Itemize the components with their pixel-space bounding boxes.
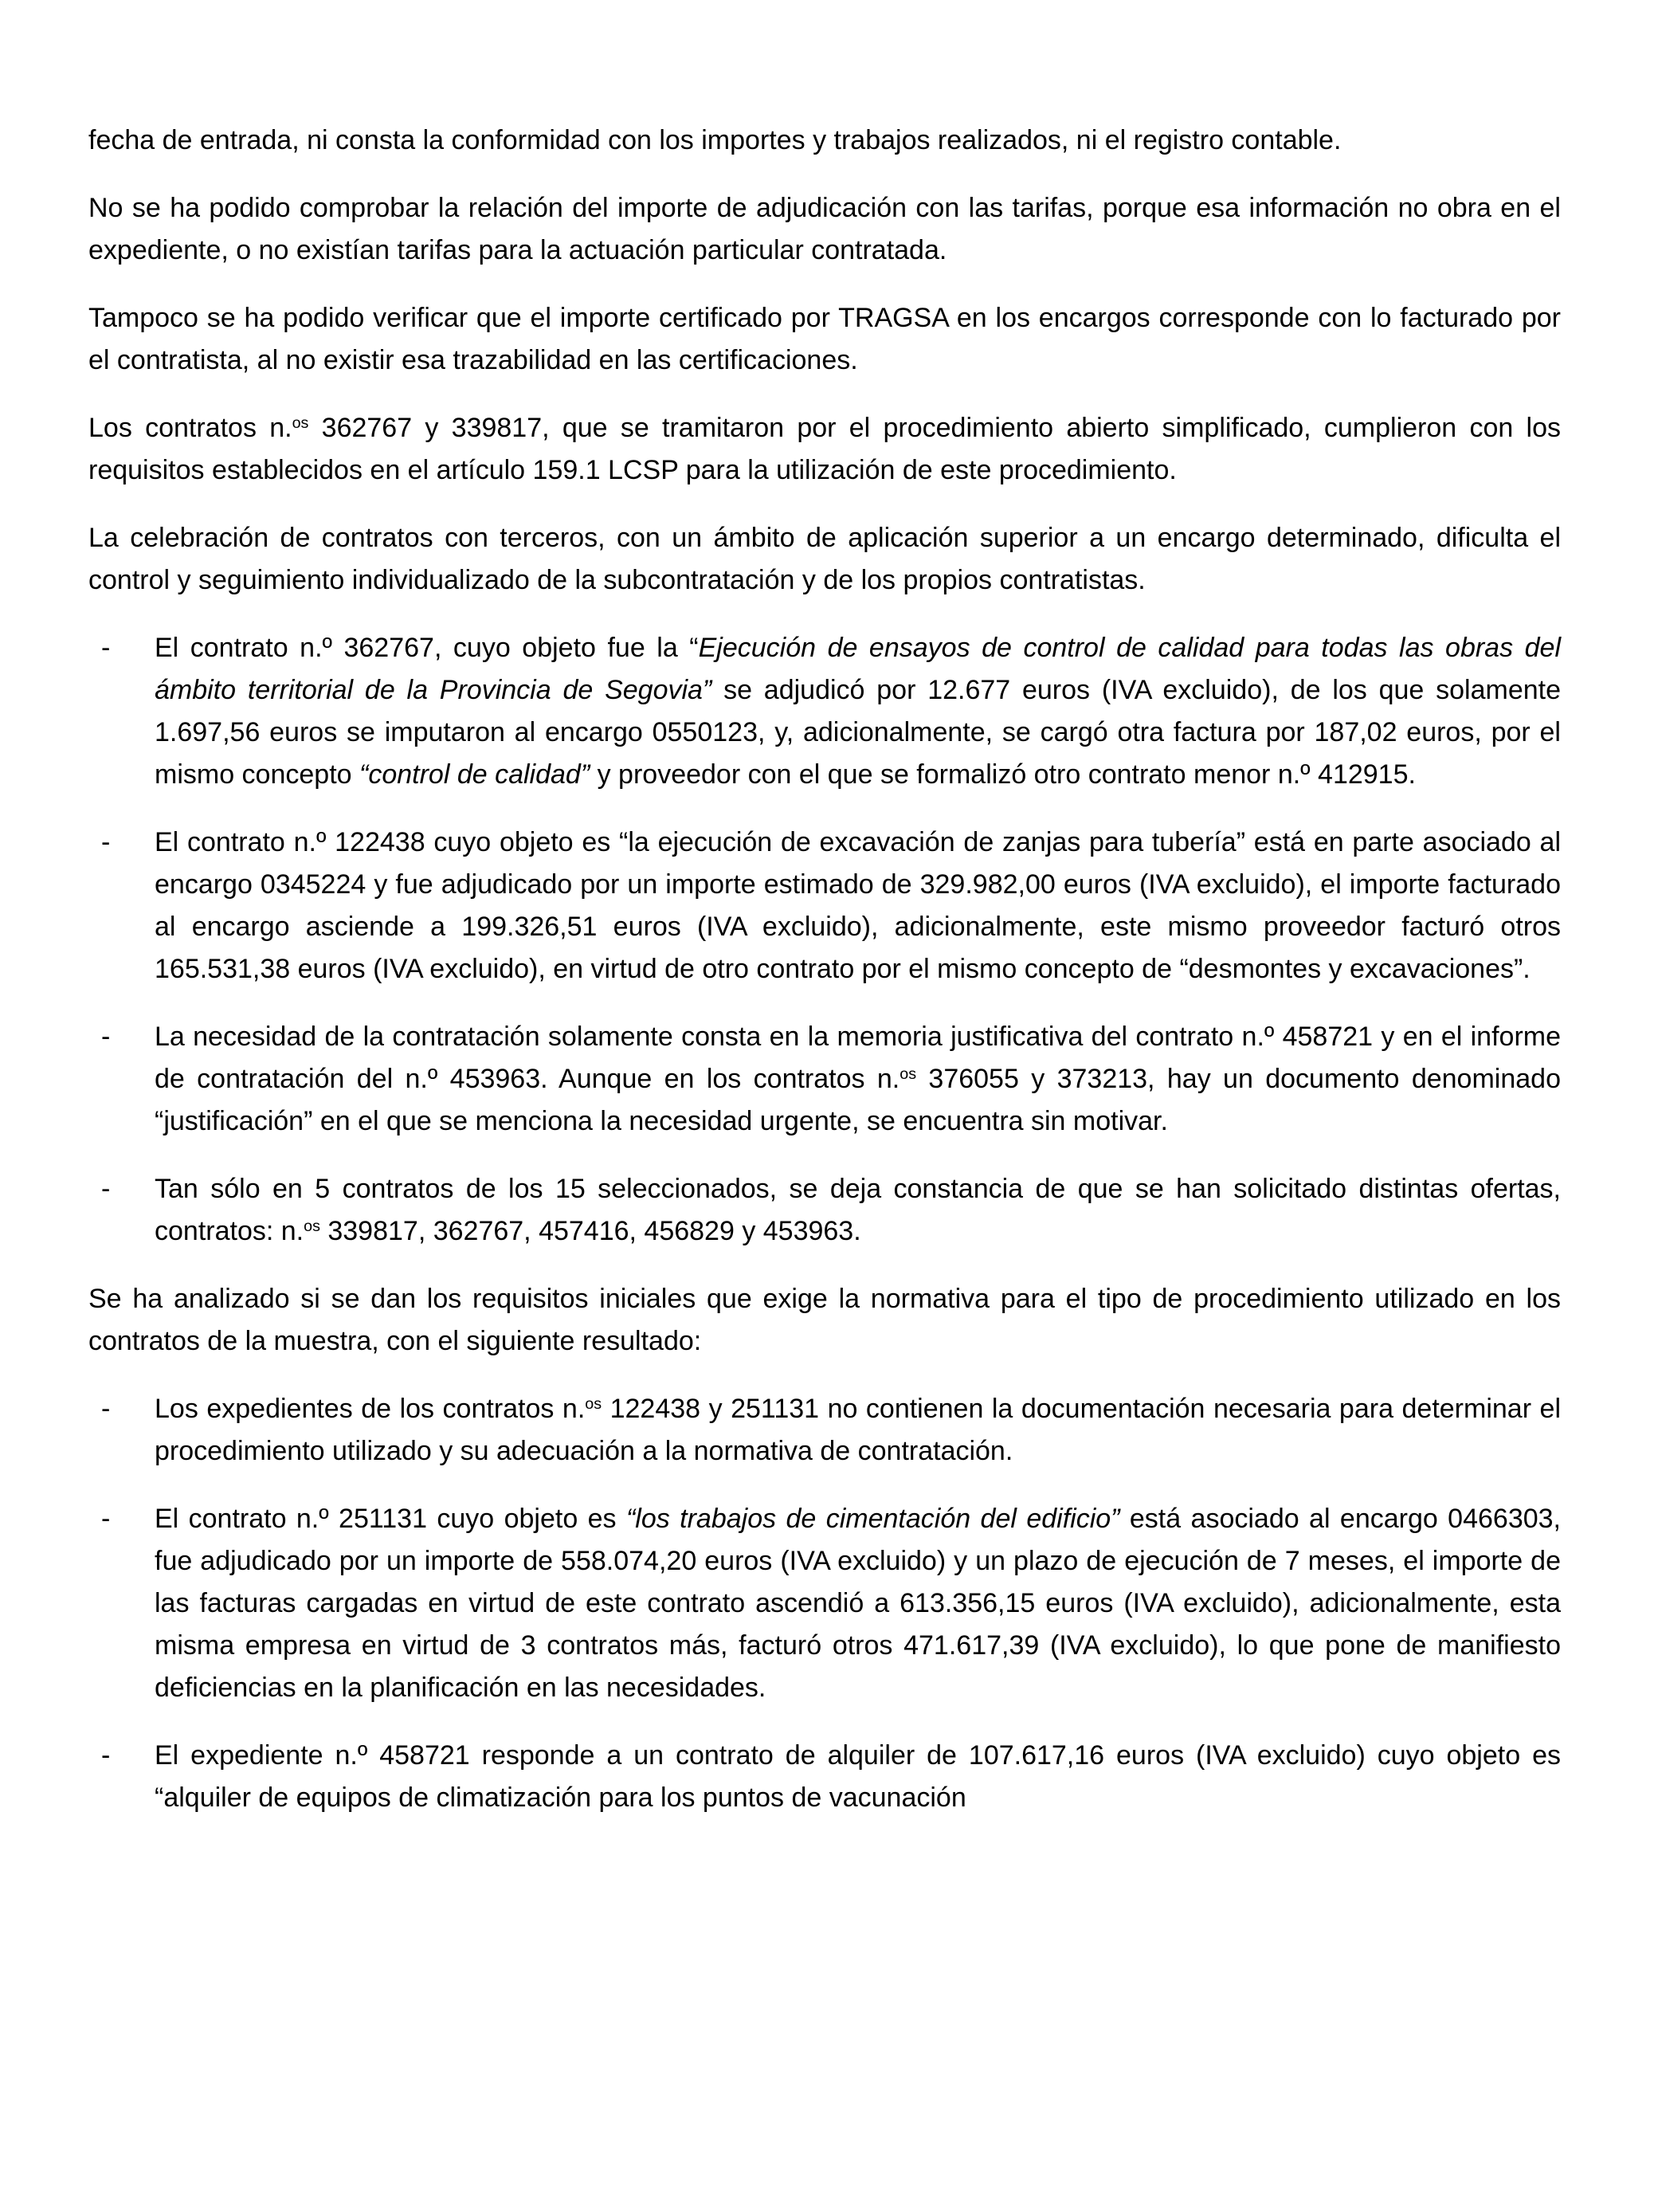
italic-run: Ejecución de ensayos de control de calidad para todas las obras del ámbito territorial de la Provincia de Segovia” [155, 633, 1561, 705]
bullet-item [88, 1735, 1561, 1819]
text-run: El contrato n.º 362767, cuyo objeto fue la “ [155, 633, 699, 663]
superscript-run: os [585, 1395, 602, 1414]
text-run: No se ha podido comprobar la relación del importe de adjudicación con las tarifas, porque esa información no obra en el expediente, o no existían tarifas para la actuación particular contratada. [88, 193, 1561, 265]
bullet-item [88, 822, 1561, 990]
text-run: fecha de entrada, ni consta la conformidad con los importes y trabajos realizados, ni el registro contable. [88, 125, 1342, 155]
bullet-item [88, 627, 1561, 796]
superscript-run: os [900, 1065, 917, 1084]
paragraph [88, 120, 1561, 162]
superscript-run: os [304, 1218, 320, 1236]
text-run: El expediente n.º 458721 responde a un contrato de alquiler de 107.617,16 euros (IVA excluido) cuyo objeto es “alquiler de equipos de climatización para los puntos de vacunación [155, 1740, 1561, 1813]
text-run: 376055 y 373213, hay un documento denominado “justificación” en el que se menciona la necesidad urgente, se encuentra sin motivar. [155, 1064, 1561, 1136]
paragraph [88, 407, 1561, 492]
bullet-text [155, 1016, 1561, 1143]
text-run: Tampoco se ha podido verificar que el importe certificado por TRAGSA en los encargos corresponde con lo facturado por el contratista, al no existir esa trazabilidad en las certificaciones. [88, 303, 1561, 375]
bullet-dash: - [101, 1740, 111, 1771]
bullet-dash: - [101, 633, 111, 663]
text-run: y proveedor con el que se formalizó otro contrato menor n.º 412915. [590, 759, 1416, 790]
text-run: El contrato n.º 122438 cuyo objeto es “la ejecución de excavación de zanjas para tubería” está en parte asociado al encargo 0345224 y fue adjudicado por un importe estimado de 329.982,00 euros (IVA excluido), el importe facturado al encargo asciende a 199.326,51 euros (IVA excluido), adicionalmente, este mismo proveedor facturó otros 165.531,38 euros (IVA excluido), en virtud de otro contrato por el mismo concepto de “desmontes y excavaciones”. [155, 827, 1561, 984]
text-run: Los contratos n. [88, 413, 292, 443]
bullet-text [155, 1388, 1561, 1473]
bullet-item [88, 1168, 1561, 1253]
text-run: Se ha analizado si se dan los requisitos iniciales que exige la normativa para el tipo de procedimiento utilizado en los contratos de la muestra, con el siguiente resultado: [88, 1284, 1561, 1356]
text-run: El contrato n.º 251131 cuyo objeto es [155, 1504, 626, 1534]
text-run: Tan sólo en 5 contratos de los 15 seleccionados, se deja constancia de que se han solicitado distintas ofertas, contratos: n. [155, 1174, 1561, 1246]
text-run: Los expedientes de los contratos n. [155, 1394, 586, 1424]
text-run: La necesidad de la contratación solamente consta en la memoria justificativa del contrato n.º 458721 y en el informe de contratación del n.º 453963. Aunque en los contratos n. [155, 1022, 1561, 1094]
paragraph [88, 1278, 1561, 1363]
italic-run: “control de calidad” [359, 759, 590, 790]
bullet-text [155, 627, 1561, 796]
paragraph [88, 517, 1561, 602]
bullet-text [155, 822, 1561, 990]
bullet-dash: - [101, 1504, 111, 1534]
text-run: 339817, 362767, 457416, 456829 y 453963. [319, 1216, 861, 1246]
italic-run: “los trabajos de cimentación del edificio” [625, 1504, 1120, 1534]
bullet-dash: - [101, 1394, 111, 1424]
text-run: 362767 y 339817, que se tramitaron por el procedimiento abierto simplificado, cumplieron con los requisitos establecidos en el artículo 159.1 LCSP para la utilización de este procedimiento. [88, 413, 1562, 485]
bullet-item [88, 1016, 1561, 1143]
text-run: La celebración de contratos con terceros, con un ámbito de aplicación superior a un encargo determinado, dificulta el control y seguimiento individualizado de la subcontratación y de los propios contratistas. [88, 523, 1561, 595]
bullet-text [155, 1735, 1561, 1819]
paragraph [88, 297, 1561, 382]
bullet-item [88, 1498, 1561, 1709]
text-run: está asociado al encargo 0466303, fue adjudicado por un importe de 558.074,20 euros (IVA excluido) y un plazo de ejecución de 7 meses, el importe de las facturas cargadas en virtud de este contrato ascendió a 613.356,15 euros (IVA excluido), adicionalmente, esta misma empresa en virtud de 3 contratos más, facturó otros 471.617,39 (IVA excluido), lo que pone de manifiesto deficiencias en la planificación en las necesidades. [155, 1504, 1561, 1703]
bullet-dash: - [101, 1174, 111, 1204]
text-run: 122438 y 251131 no contienen la documentación necesaria para determinar el procedimiento utilizado y su adecuación a la normativa de contratación. [155, 1394, 1561, 1466]
superscript-run: os [292, 414, 309, 433]
bullet-text [155, 1168, 1561, 1253]
bullet-dash: - [101, 827, 111, 857]
paragraph [88, 187, 1561, 272]
text-run: se adjudicó por 12.677 euros (IVA excluido), de los que solamente 1.697,56 euros se imputaron al encargo 0550123, y, adicionalmente, se cargó otra factura por 187,02 euros, por el mismo concepto [155, 675, 1561, 790]
bullet-text [155, 1498, 1561, 1709]
bullet-dash: - [101, 1022, 111, 1052]
bullet-item [88, 1388, 1561, 1473]
